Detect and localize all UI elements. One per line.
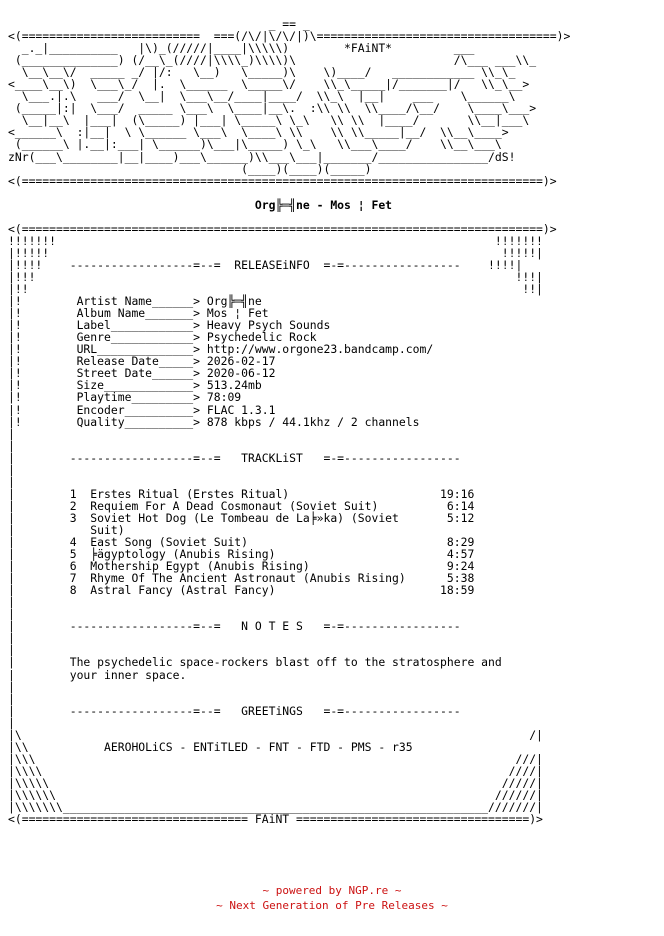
release-info-row-9: |! Encoder__________> FLAC 1.3.1 (8, 402, 276, 417)
track-row-7: | 8 Astral Fancy (Astral Fancy) 18:59 (8, 583, 475, 598)
box-corner: |\\\\\\\______________________________________________________________///////| (8, 800, 543, 815)
release-info-row-10: |! Quality__________> 878 kbps / 44.1khz / 2 channels (8, 414, 420, 429)
track-row-6: | 7 Rhyme Of The Ancient Astronaut (Anubis Rising) 5:38 (8, 571, 475, 586)
box-corner: |!!!!! !!!!!| (8, 245, 543, 260)
notes-line-0: | The psychedelic space-rockers blast off to the stratosphere and (8, 655, 502, 670)
greetings-line: |\\ AEROHOLiCS - ENTiTLED - FNT - FTD - PMS - r35 (8, 739, 413, 754)
track-row-2: | 3 Soviet Hot Dog (Le Tombeau de La╞»ka) (Soviet 5:12 (8, 510, 475, 525)
spacer: | (8, 595, 15, 610)
box-corner: |!!! !!!| (8, 269, 543, 284)
spacer: | (8, 643, 15, 658)
release-info-row-1: |! Album Name_______> Mos ¦ Fet (8, 306, 269, 321)
release-info-row-8: |! Playtime_________> 78:09 (8, 390, 242, 405)
footer-powered-by: ~ powered by NGP.re ~ (262, 884, 402, 897)
spacer: | (8, 607, 15, 622)
footer-tagline: ~ Next Generation of Pre Releases ~ (216, 899, 448, 912)
box-bottom: <(================================= FAiNT ==================================)> (8, 812, 543, 827)
spacer: | (8, 715, 15, 730)
section-notes: | ------------------=--= N O T E S =-=----------------- (8, 619, 461, 634)
logo-line-5: <____\__\) \___\_/ |. \______ \_____\/ \\_\_____|/_______|/ \\_\__> (8, 77, 530, 92)
box-top: <(============================================================================)> (8, 221, 557, 236)
logo-line-12: (____)(____)(_____) (8, 161, 372, 176)
track-row-5: | 6 Mothership Egypt (Anubis Rising) 9:24 (8, 559, 475, 574)
spacer: | (8, 426, 15, 441)
logo-line-6: \___.|.\ ___/ \__| \___\__/____|____/ \\_\ |__| ___ \______\ (8, 89, 516, 104)
logo-line-4: \__\__\/ _____ _/ |/: \__) \_____)\ \)____/ ____________ \\_\_ (8, 65, 516, 80)
track-row-2-cont: | Suit) (8, 522, 125, 537)
box-corner: |\\\\\ /////| (8, 775, 543, 790)
box-corner: |\\\\\\ //////| (8, 788, 543, 802)
release-info-row-2: |! Label____________> Heavy Psych Sounds (8, 318, 331, 333)
section-releaseinfo: |!!!! ------------------=--= RELEASEiNFO =-=----------------- !!!!| (8, 257, 523, 272)
release-info-row-5: |! Release Date_____> 2026-02-17 (8, 354, 276, 369)
logo-line-3: (______________) (/__\_(////|\\\\_)\\\\)\ /\___ ___\\_ (8, 53, 537, 68)
box-corner: |!! !!| (8, 282, 543, 297)
release-info-row-7: |! Size_____________> 513.24mb (8, 378, 262, 393)
release-info-row-4: |! URL______________> http://www.orgone23.bandcamp.com/ (8, 342, 434, 357)
spacer: | (8, 691, 15, 706)
release-info-row-3: |! Genre____________> Psychedelic Rock (8, 330, 317, 345)
release-info-row-6: |! Street Date______> 2020-06-12 (8, 366, 276, 381)
logo-line-13: <(============================================================================)> (8, 173, 557, 188)
track-row-1: | 2 Requiem For A Dead Cosmonaut (Soviet Suit) 6:14 (8, 498, 475, 513)
release-title: Org╠═╣ne - Mos ¦ Fet (8, 197, 393, 212)
box-corner: |\ /| (8, 727, 543, 742)
spacer: | (8, 631, 15, 646)
track-row-3: | 4 East Song (Soviet Suit) 8:29 (8, 535, 475, 550)
logo-line-7: (_____|:| \___/ _____ \___\ \____|__\. :\\ \\ \\____/\__/ \____\___> (8, 101, 537, 116)
spacer: | (8, 474, 15, 489)
logo-line-0: _ == _ (8, 17, 310, 31)
track-row-0: | 1 Erstes Ritual (Erstes Ritual) 19:16 (8, 486, 475, 501)
logo-line-10: (______\ |.__|:___| \______)\___|\_____) \_\ \\___\____/ \\__\___\ (8, 137, 502, 152)
box-corner: |\\\ ///| (8, 751, 543, 766)
logo-line-11: zNr(___\________|__|____)___\______)\\___\___|_______/________________/dS! (8, 149, 516, 164)
box-corner: !!!!!!! !!!!!!! (8, 233, 543, 248)
release-info-row-0: |! Artist Name______> Org╠═╣ne (8, 294, 262, 309)
logo-line-8: \__|__\ |___| (\_____) |___| \_____\ \_\ \\ \\ |____/ \\__|___\ (8, 113, 530, 128)
spacer: | (8, 679, 15, 694)
logo-line-9: <______\ :|__| \ \______ \___\ \____\ \\ \\ \\_____|__/ \\__\____> (8, 125, 509, 140)
section-greetings: | ------------------=--= GREETiNGS =-=----------------- (8, 703, 461, 718)
spacer: | (8, 462, 15, 477)
section-tracklist: | ------------------=--= TRACKLiST =-=----------------- (8, 450, 461, 465)
track-row-4: | 5 ╞ägyptology (Anubis Rising) 4:57 (8, 547, 475, 562)
logo-line-1: <(========================== ===(/\/|\/\/|)\===================================)> (8, 29, 571, 44)
nfo-text (8, 18, 570, 825)
logo-line-2: _._|__________ |\)_(/////|____|\\\\\) *FAiNT* ___ (8, 41, 475, 56)
box-corner: |\\\\ ////| (8, 763, 543, 778)
spacer: | (8, 438, 15, 453)
notes-line-1: | your inner space. (8, 667, 187, 682)
